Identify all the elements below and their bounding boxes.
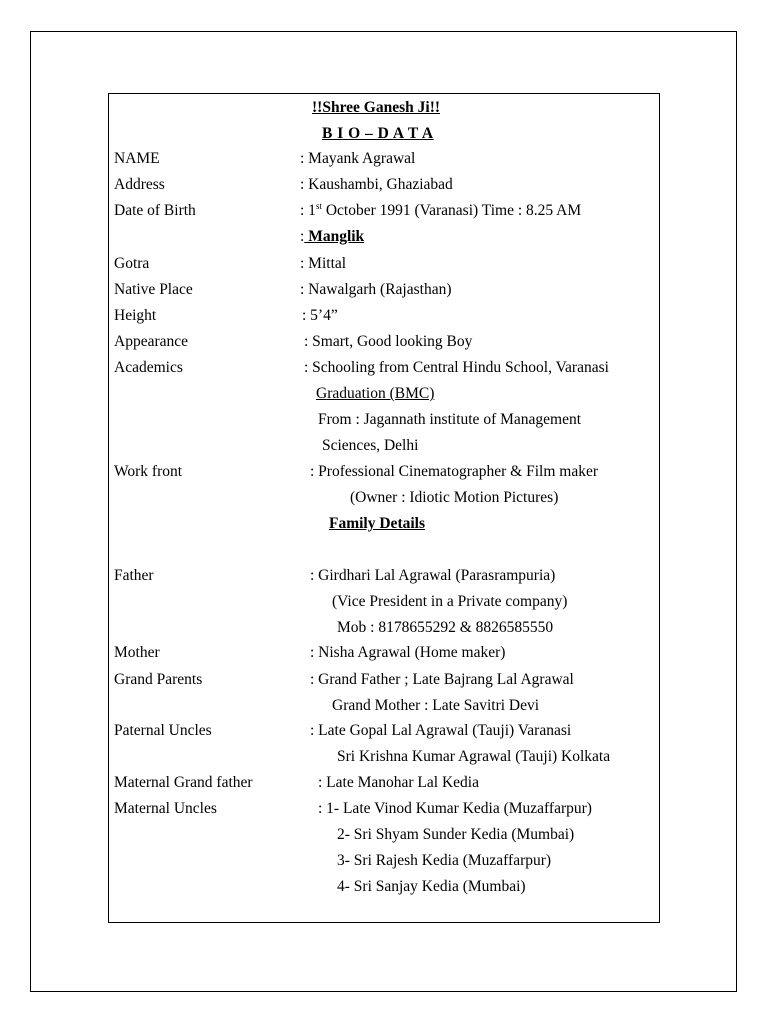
maternal-uncles-label: Maternal Uncles (114, 800, 217, 817)
maternal-uncles-line-1: : 1- Late Vinod Kumar Kedia (Muzaffarpur) (318, 800, 592, 817)
address-label: Address (114, 176, 165, 193)
mother-value: : Nisha Agrawal (Home maker) (310, 644, 506, 661)
academics-label: Academics (114, 359, 183, 376)
native-place-label: Native Place (114, 281, 193, 298)
father-line-2: (Vice President in a Private company) (332, 593, 568, 610)
height-label: Height (114, 307, 157, 324)
appearance-value: : Smart, Good looking Boy (304, 333, 473, 350)
father-line-3: Mob : 8178655292 & 8826585550 (337, 619, 554, 636)
appearance-label: Appearance (114, 333, 189, 350)
paternal-uncles-label: Paternal Uncles (114, 722, 212, 739)
height-value: : 5’4” (302, 307, 338, 324)
manglik-value: : Manglik (300, 228, 365, 245)
name-value: : Mayank Agrawal (300, 150, 416, 167)
invocation-heading: !!Shree Ganesh Ji!! (312, 99, 441, 116)
father-line-1: : Girdhari Lal Agrawal (Parasrampuria) (310, 567, 556, 584)
academics-line-3: From : Jagannath institute of Management (318, 411, 582, 428)
gotra-value: : Mittal (300, 255, 347, 272)
family-details-heading: Family Details (329, 515, 425, 532)
name-label: NAME (114, 150, 160, 167)
address-value: : Kaushambi, Ghaziabad (300, 176, 453, 193)
dob-value: : 1st October 1991 (Varanasi) Time : 8.25 AM (300, 200, 582, 219)
maternal-uncles-line-3: 3- Sri Rajesh Kedia (Muzaffarpur) (337, 852, 552, 869)
dob-label: Date of Birth (114, 202, 196, 219)
grand-parents-label: Grand Parents (114, 671, 203, 688)
biodata-title: B I O – D A T A (322, 125, 434, 142)
work-label: Work front (114, 463, 183, 480)
work-line-2: (Owner : Idiotic Motion Pictures) (350, 489, 559, 506)
gotra-label: Gotra (114, 255, 150, 272)
maternal-grandfather-value: : Late Manohar Lal Kedia (318, 774, 479, 791)
mother-label: Mother (114, 644, 160, 661)
work-line-1: : Professional Cinematographer & Film maker (310, 463, 598, 480)
academics-line-1: : Schooling from Central Hindu School, Varanasi (304, 359, 609, 376)
maternal-uncles-line-2: 2- Sri Shyam Sunder Kedia (Mumbai) (337, 826, 575, 843)
maternal-uncles-line-4: 4- Sri Sanjay Kedia (Mumbai) (337, 878, 526, 895)
academics-line-2: Graduation (BMC) (316, 385, 435, 402)
academics-line-4: Sciences, Delhi (322, 437, 419, 454)
paternal-uncles-line-1: : Late Gopal Lal Agrawal (Tauji) Varanasi (310, 722, 572, 739)
father-label: Father (114, 567, 154, 584)
grand-parents-line-1: : Grand Father ; Late Bajrang Lal Agrawal (310, 671, 574, 688)
maternal-grandfather-label: Maternal Grand father (114, 774, 253, 791)
grand-parents-line-2: Grand Mother : Late Savitri Devi (332, 697, 540, 714)
native-place-value: : Nawalgarh (Rajasthan) (300, 281, 452, 298)
paternal-uncles-line-2: Sri Krishna Kumar Agrawal (Tauji) Kolkata (337, 748, 611, 765)
